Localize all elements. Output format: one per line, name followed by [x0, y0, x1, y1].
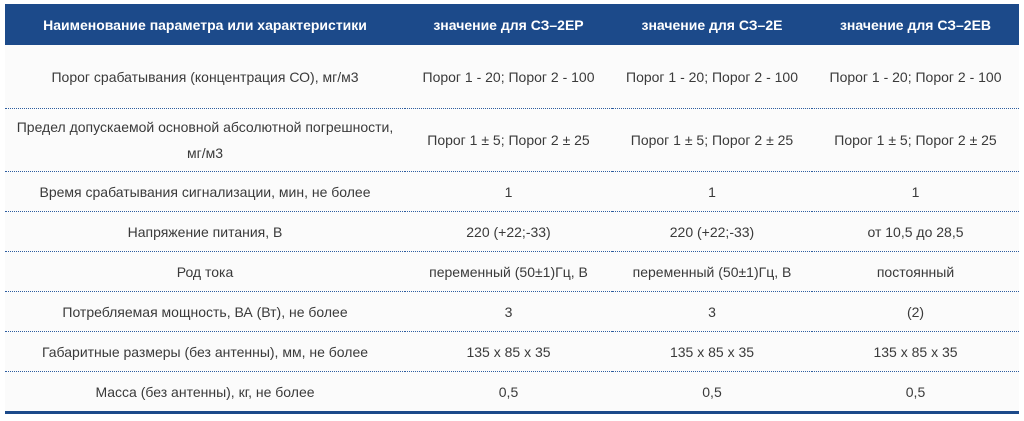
cell-parameter: Напряжение питания, В	[5, 212, 405, 252]
cell-value-sz-2ev: 135 x 85 x 35	[812, 332, 1019, 372]
cell-value-sz-2er: Порог 1 - 20; Порог 2 - 100	[405, 45, 612, 109]
header-sz-2ev: значение для СЗ–2ЕВ	[812, 4, 1019, 45]
cell-value-sz-2e: 0,5	[612, 372, 812, 413]
table-row	[5, 292, 1019, 332]
cell-value-sz-2e: 3	[612, 292, 812, 332]
cell-value-sz-2ev: (2)	[812, 292, 1019, 332]
cell-parameter: Предел допускаемой основной абсолютной погрешности, мг/м3	[5, 109, 405, 172]
cell-value-sz-2er: 0,5	[405, 372, 612, 413]
table-row	[5, 332, 1019, 372]
cell-value-sz-2ev: 0,5	[812, 372, 1019, 413]
cell-value-sz-2ev: от 10,5 до 28,5	[812, 212, 1019, 252]
cell-value-sz-2er: 1	[405, 172, 612, 212]
cell-value-sz-2e: 135 x 85 x 35	[612, 332, 812, 372]
table-header	[5, 4, 1019, 45]
cell-parameter: Потребляемая мощность, ВА (Вт), не более	[5, 292, 405, 332]
table-row	[5, 109, 1019, 172]
cell-value-sz-2e: 220 (+22;-33)	[612, 212, 812, 252]
cell-value-sz-2er: 3	[405, 292, 612, 332]
table-body	[5, 45, 1019, 413]
table-row	[5, 252, 1019, 292]
cell-value-sz-2e: 1	[612, 172, 812, 212]
cell-value-sz-2ev: Порог 1 ± 5; Порог 2 ± 25	[812, 109, 1019, 172]
cell-value-sz-2er: 135 x 85 x 35	[405, 332, 612, 372]
cell-parameter: Порог срабатывания (концентрация СО), мг/м3	[5, 45, 405, 109]
table-row	[5, 372, 1019, 413]
header-sz-2e: значение для СЗ–2Е	[612, 4, 812, 45]
cell-value-sz-2ev: 1	[812, 172, 1019, 212]
cell-value-sz-2ev: постоянный	[812, 252, 1019, 292]
cell-value-sz-2e: переменный (50±1)Гц, В	[612, 252, 812, 292]
cell-value-sz-2e: Порог 1 ± 5; Порог 2 ± 25	[612, 109, 812, 172]
cell-parameter: Время срабатывания сигнализации, мин, не более	[5, 172, 405, 212]
cell-parameter: Масса (без антенны), кг, не более	[5, 372, 405, 413]
cell-value-sz-2er: Порог 1 ± 5; Порог 2 ± 25	[405, 109, 612, 172]
specs-table	[5, 4, 1019, 414]
table-row	[5, 212, 1019, 252]
table-row	[5, 45, 1019, 109]
cell-parameter: Габаритные размеры (без антенны), мм, не более	[5, 332, 405, 372]
cell-value-sz-2er: 220 (+22;-33)	[405, 212, 612, 252]
table-row	[5, 172, 1019, 212]
cell-parameter: Род тока	[5, 252, 405, 292]
header-sz-2er: значение для СЗ–2ЕР	[405, 4, 612, 45]
cell-value-sz-2er: переменный (50±1)Гц, В	[405, 252, 612, 292]
header-row	[5, 4, 1019, 45]
header-parameter-name: Наименование параметра или характеристики	[5, 4, 405, 45]
cell-value-sz-2ev: Порог 1 - 20; Порог 2 - 100	[812, 45, 1019, 109]
specs-table-container	[5, 4, 1019, 414]
cell-value-sz-2e: Порог 1 - 20; Порог 2 - 100	[612, 45, 812, 109]
